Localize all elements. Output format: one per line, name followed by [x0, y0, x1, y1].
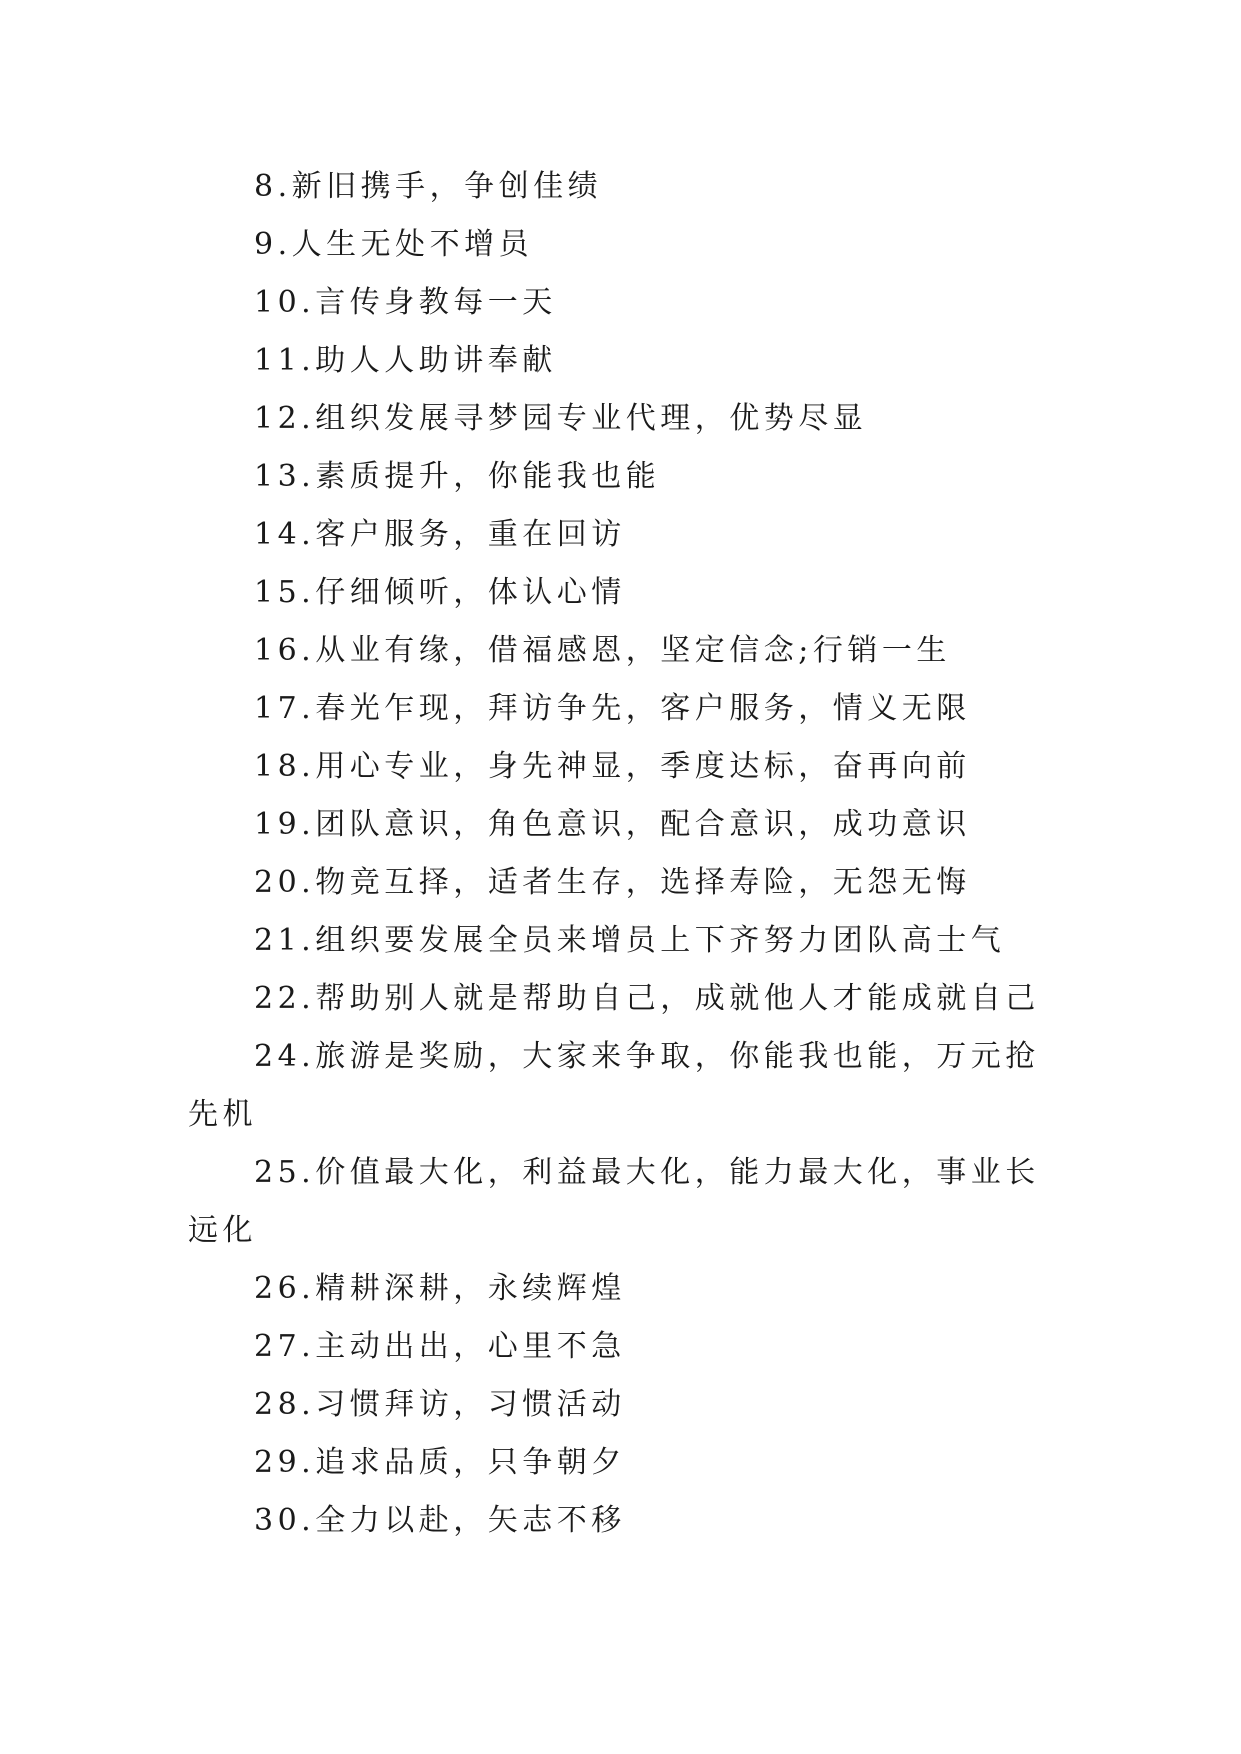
- list-item: 28.习惯拜访，习惯活动: [254, 1387, 626, 1422]
- list-item: 24.旅游是奖励，大家来争取，你能我也能，万元抢先机: [188, 1039, 1040, 1132]
- list-item: 17.春光乍现，拜访争先，客户服务，情义无限: [254, 691, 971, 726]
- list-item: 29.追求品质，只争朝夕: [254, 1445, 626, 1480]
- list-item: 12.组织发展寻梦园专业代理，优势尽显: [254, 401, 868, 436]
- list-item: 18.用心专业，身先神显，季度达标，奋再向前: [254, 749, 971, 784]
- list-item: 21.组织要发展全员来增员上下齐努力团队高士气: [254, 923, 1006, 958]
- list-item: 14.客户服务，重在回访: [254, 517, 626, 552]
- list-item: 27.主动出出，心里不急: [254, 1329, 626, 1364]
- list-item: 13.素质提升，你能我也能: [254, 459, 661, 494]
- list-item: 26.精耕深耕，永续辉煌: [254, 1271, 626, 1306]
- list-item: 16.从业有缘，借福感恩，坚定信念;行销一生: [254, 633, 951, 668]
- list-item: 22.帮助别人就是帮助自己，成就他人才能成就自己: [254, 981, 1040, 1016]
- list-item: 25.价值最大化，利益最大化，能力最大化，事业长远化: [188, 1155, 1040, 1248]
- list-item: 15.仔细倾听，体认心情: [254, 575, 626, 610]
- slogan-list: [188, 158, 1048, 1550]
- list-item: 19.团队意识，角色意识，配合意识，成功意识: [254, 807, 971, 842]
- list-item: 8.新旧携手，争创佳绩: [254, 169, 603, 204]
- list-item: 11.助人人助讲奉献: [254, 343, 557, 378]
- list-item: 9.人生无处不增员: [254, 227, 534, 262]
- list-item: 20.物竞互择，适者生存，选择寿险，无怨无悔: [254, 865, 971, 900]
- list-item: 10.言传身教每一天: [254, 285, 557, 320]
- list-item: 30.全力以赴，矢志不移: [254, 1503, 626, 1538]
